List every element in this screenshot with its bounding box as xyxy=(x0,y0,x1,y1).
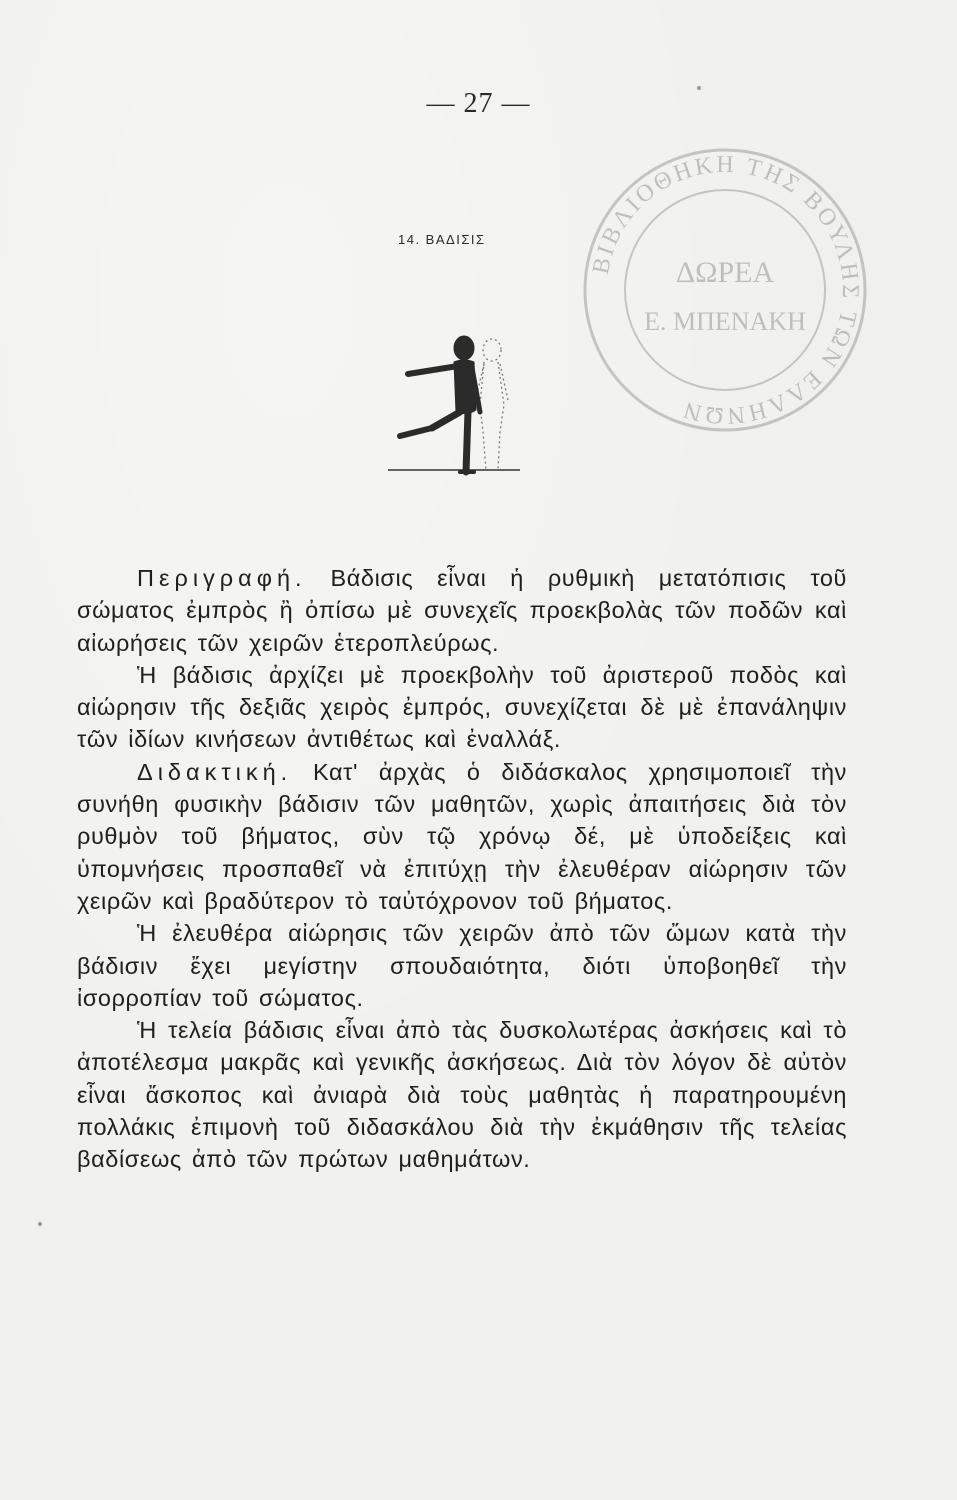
didactic-label: Διδακτική. xyxy=(137,758,293,785)
paragraph-arm-swing: Ἡ ἐλευθέρα αἰώρησις τῶν χειρῶν ἀπὸ τῶν ὤμων κατὰ τὴν βάδισιν ἔχει μεγίστην σπουδαιότητα, διότι ὑποβοηθεῖ τὴν ἰσορροπίαν τοῦ σώματος. xyxy=(77,920,847,1011)
didactic-text: Κατ' ἀρχὰς ὁ διδάσκαλος χρησιμοποιεῖ τὴν συνήθη φυσικὴν βάδισιν τῶν μαθητῶν, χωρὶς ἀπαιτήσεις διὰ τὸν ρυθμὸν τοῦ βήματος, σὺν τῷ χρόνῳ δέ, μὲ ὑποδείξεις καὶ ὑπομνήσεις προσπαθεῖ νὰ ἐπιτύχῃ τὴν ἐλευθέραν αἰώρησιν τῶν χειρῶν καὶ βραδύτερον τὸ ταὐτόχρονον τοῦ βήματος. xyxy=(77,758,847,914)
body-text xyxy=(77,562,847,1176)
page-number: — 27 — xyxy=(426,88,531,119)
paragraph-start: Ἡ βάδισις ἀρχίζει μὲ προεκβολὴν τοῦ ἀριστεροῦ ποδὸς καὶ αἰώρησιν τῆς δεξιᾶς χειρὸς ἐμπρός, συνεχίζεται δὲ μὲ ἐπανάληψιν τῶν ἰδίων κινήσεων ἀντιθέτως καὶ ἐναλλάξ. xyxy=(77,661,847,753)
speck xyxy=(697,86,701,90)
stamp-ring-text: ΒΙΒΛΙΟΘΗΚΗ ΤΗΣ ΒΟΥΛΗΣ ΤΩΝ ΕΛΛΗΝΩΝ xyxy=(587,151,864,429)
stamp-line1: ΔΩΡΕΑ xyxy=(675,256,775,289)
speck xyxy=(38,1222,42,1226)
description-text: Βάδισις εἶναι ἡ ρυθμικὴ μετατόπισις τοῦ σώματος ἐμπρὸς ἢ ὀπίσω μὲ συνεχεῖς προεκβολὰς τῶν ποδῶν καὶ αἰωρήσεις τῶν χειρῶν ἑτεροπλεύρως. xyxy=(77,565,847,656)
paragraph-didactic xyxy=(77,756,847,917)
section-heading: 14. ΒΑΔΙΣΙΣ xyxy=(398,232,486,247)
stamp-line2: Ε. ΜΠΕΝΑΚΗ xyxy=(644,307,806,336)
description-label: Περιγραφή. xyxy=(137,565,307,591)
library-stamp xyxy=(575,140,875,440)
paragraph-perfect-walk: Ἡ τελεία βάδισις εἶναι ἀπὸ τὰς δυσκολωτέρας ἀσκήσεις καὶ τὸ ἀποτέλεσμα μακρᾶς καὶ γενικῆς ἀσκήσεως. Διὰ τὸν λόγον δὲ αὐτὸν εἶναι ἄσκοπος καὶ ἀνιαρὰ διὰ τοὺς μαθητὰς ἡ παρατηρουμένη πολλάκις ἐπιμονὴ τοῦ διδασκάλου διὰ τὴν ἐκμάθησιν τῆς τελείας βαδίσεως ἀπὸ τῶν πρώτων μαθημάτων. xyxy=(77,1017,847,1173)
paragraph-description xyxy=(77,562,847,659)
walking-figure-illustration xyxy=(380,320,530,490)
